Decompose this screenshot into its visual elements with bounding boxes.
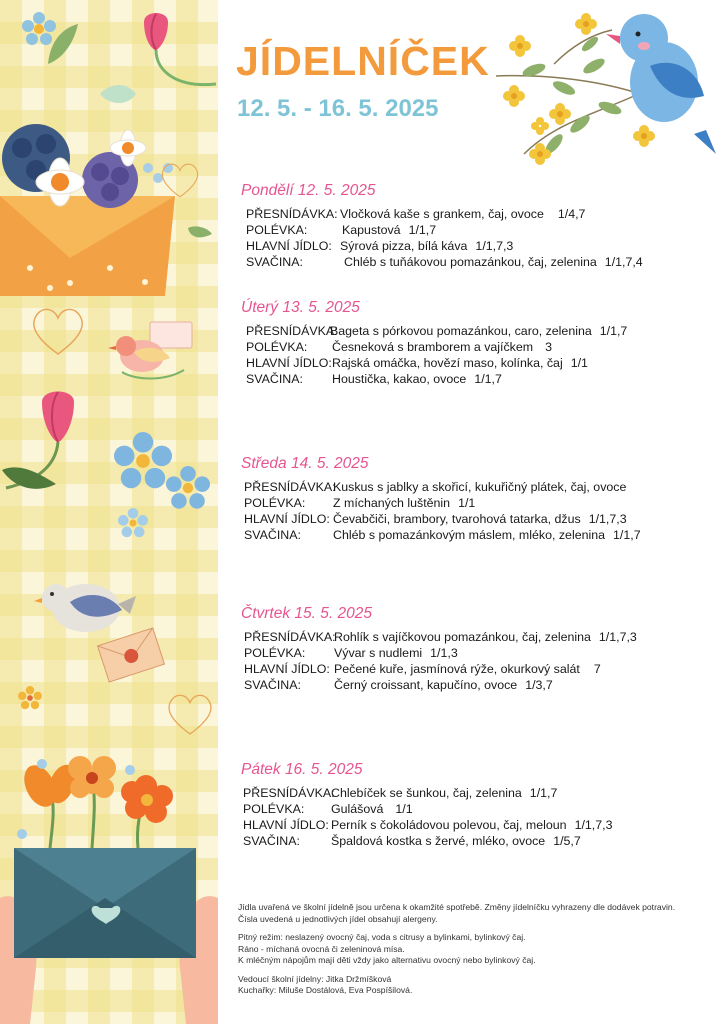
heart-outline-icon [158, 160, 202, 200]
day-heading: Středa 14. 5. 2025 [241, 455, 369, 472]
dish-name: Kuskus s jablky a skořicí, kukuřičný plátek, čaj, ovoce [333, 480, 627, 494]
dish-name: Bageta s pórkovou pomazánkou, caro, zelenina [330, 324, 592, 338]
week-date-range: 12. 5. - 16. 5. 2025 [237, 95, 439, 122]
day-tuesday [238, 299, 708, 387]
meal-label: PŘESNÍDÁVKA: [244, 480, 336, 494]
small-flower-icon [18, 686, 42, 710]
leaf-icon [44, 22, 80, 66]
day-heading: Pondělí 12. 5. 2025 [241, 182, 376, 199]
menu-row-snack [238, 629, 708, 645]
menu-row-snack [238, 479, 708, 495]
dish-name: Z míchaných luštěnin [333, 496, 451, 510]
meal-label: HLAVNÍ JÍDLO: [244, 662, 330, 676]
hands-envelope-flowers-illustration [0, 748, 218, 1024]
menu-row-snack [238, 785, 708, 801]
dish-name: Rohlík s vajíčkovou pomazánkou, čaj, zelenina [334, 630, 591, 644]
envelope-bouquet-illustration [0, 118, 218, 298]
menu-row-main [238, 238, 708, 254]
menu-row-soup [238, 339, 708, 355]
dish-name: Vývar s nudlemi [334, 646, 423, 660]
dish-name: Pečené kuře, jasmínová rýže, okurkový salát [334, 662, 580, 676]
menu-row-afternoon-snack [238, 254, 708, 270]
blue-flower-icon [118, 508, 148, 538]
blue-flower-icon [114, 432, 172, 490]
dish-name: Chlebíček se šunkou, čaj, zelenina [331, 786, 522, 800]
canteen-head: Vedoucí školní jídelny: Jitka Držmíšková [238, 973, 392, 984]
dish-name: Čevabčiči, brambory, tvarohová tatarka, džus [333, 512, 581, 526]
page-title: JÍDELNÍČEK [236, 38, 490, 84]
menu-row-afternoon-snack [238, 527, 708, 543]
bluebird-branch-illustration [494, 4, 720, 174]
meal-label: SVAČINA: [244, 528, 301, 542]
dish-name: Sýrová pizza, bílá káva [340, 239, 468, 253]
dish-name: Perník s čokoládovou polevou, čaj, meloun [331, 818, 567, 832]
allergen-codes: 1/1 [570, 356, 588, 370]
allergen-codes: 1/1 [458, 496, 476, 510]
meal-label: HLAVNÍ JÍDLO: [246, 356, 332, 370]
meal-label: POLÉVKA: [244, 496, 306, 510]
meal-label: POLÉVKA: [246, 340, 308, 354]
dish-name: Vločková kaše s grankem, čaj, ovoce [340, 207, 544, 221]
menu-row-main [238, 817, 708, 833]
meal-label: POLÉVKA: [246, 223, 308, 237]
day-heading: Pátek 16. 5. 2025 [241, 761, 363, 778]
day-heading: Úterý 13. 5. 2025 [241, 299, 360, 316]
dish-name: Česneková s bramborem a vajíčkem [332, 340, 534, 354]
allergen-codes: 3 [545, 340, 552, 354]
menu-row-main [238, 661, 708, 677]
allergen-notice: Čísla uvedená u jednotlivých jídel obsahují alergeny. [238, 913, 438, 924]
menu-row-main [238, 511, 708, 527]
bird-with-letter-icon [104, 318, 200, 388]
heart-outline-icon [164, 690, 216, 738]
day-friday [238, 761, 708, 849]
allergen-codes: 1/1,7 [474, 372, 502, 386]
meal-label: PŘESNÍDÁVKA: [246, 207, 338, 221]
meal-label: POLÉVKA: [244, 646, 306, 660]
day-monday [238, 182, 708, 270]
day-wednesday [238, 455, 708, 543]
allergen-codes: 1/1,7,4 [604, 255, 643, 269]
dish-name: Kapustová [342, 223, 401, 237]
decorative-strip [0, 0, 218, 1024]
allergen-codes: 1/5,7 [553, 834, 581, 848]
menu-row-soup [238, 222, 708, 238]
menu-row-soup [238, 645, 708, 661]
morning-bowl-note: Ráno - míchaná ovocná či zeleninová mísa. [238, 943, 405, 954]
dish-name: Gulášová [331, 802, 384, 816]
allergen-codes: 1/1,7,3 [588, 512, 627, 526]
menu-row-snack [238, 206, 708, 222]
allergen-codes: 1/1,7,3 [475, 239, 514, 253]
drinking-regime-note: Pitný režim: neslazený ovocný čaj, voda s citrusy a bylinkami, bylinkový čaj. [238, 932, 526, 942]
meal-label: SVAČINA: [243, 834, 300, 848]
meal-label: PŘESNÍDÁVKA: [243, 786, 335, 800]
dish-name: Chléb s pomazánkovým máslem, mléko, zelenina [333, 528, 606, 542]
allergen-codes: 1/1,7 [408, 223, 437, 237]
meal-label: HLAVNÍ JÍDLO: [246, 239, 332, 253]
allergen-codes: 1/1,7,3 [574, 818, 613, 832]
dish-name: Houstička, kakao, ovoce [332, 372, 467, 386]
blue-flower-icon [166, 466, 210, 510]
pink-tulip-icon [0, 384, 90, 504]
meal-label: SVAČINA: [246, 372, 303, 386]
milk-alternative-note: K mléčným nápojům mají děti vždy jako alternativu ovocný nebo bylinkový čaj. [238, 955, 536, 965]
meal-label: SVAČINA: [244, 678, 301, 692]
allergen-codes: 1/3,7 [525, 678, 553, 692]
footer-notes [238, 902, 716, 997]
allergen-codes: 1/1 [395, 802, 413, 816]
dish-name: Špaldová kostka s žervé, mléko, ovoce [331, 834, 546, 848]
allergen-codes: 1/1,7 [599, 324, 628, 338]
leaf-icon [98, 80, 138, 108]
menu-row-soup [238, 801, 708, 817]
consumption-notice: Jídla uvařená ve školní jídelně jsou určena k okamžité spotřebě. Změny jídelníčku vyhrazeny dle dodávek potravin. [238, 902, 676, 912]
heart-outline-icon [28, 304, 88, 358]
pink-tulip-icon [138, 10, 218, 94]
allergen-codes: 1/1,7 [613, 528, 641, 542]
allergen-codes: 1/1,7 [529, 786, 558, 800]
allergen-codes: 1/1,7,3 [598, 630, 637, 644]
day-heading: Čtvrtek 15. 5. 2025 [241, 605, 372, 622]
cooks-list: Kuchařky: Miluše Dostálová, Eva Pospíšilová. [238, 985, 413, 995]
dish-name: Rajská omáčka, hovězí maso, kolínka, čaj [332, 356, 563, 370]
allergen-codes: 1/4,7 [557, 207, 586, 221]
menu-row-afternoon-snack [238, 371, 708, 387]
dish-name: Černý croissant, kapučíno, ovoce [334, 678, 518, 692]
menu-row-afternoon-snack [238, 677, 708, 693]
allergen-codes: 1/1,3 [430, 646, 458, 660]
meal-label: POLÉVKA: [243, 802, 305, 816]
allergen-codes: 7 [593, 662, 601, 676]
meal-label: PŘESNÍDÁVKA: [244, 630, 336, 644]
day-thursday [238, 605, 708, 693]
meal-label: HLAVNÍ JÍDLO: [243, 818, 329, 832]
dish-name: Chléb s tuňákovou pomazánkou, čaj, zelenina [344, 255, 597, 269]
menu-row-main [238, 355, 708, 371]
meal-label: PŘESNÍDÁVKA: [246, 324, 338, 338]
meal-label: SVAČINA: [246, 255, 303, 269]
letter-envelope-icon [96, 624, 166, 686]
menu-row-afternoon-snack [238, 833, 708, 849]
meal-label: HLAVNÍ JÍDLO: [244, 512, 330, 526]
menu-row-snack [238, 323, 708, 339]
menu-row-soup [238, 495, 708, 511]
